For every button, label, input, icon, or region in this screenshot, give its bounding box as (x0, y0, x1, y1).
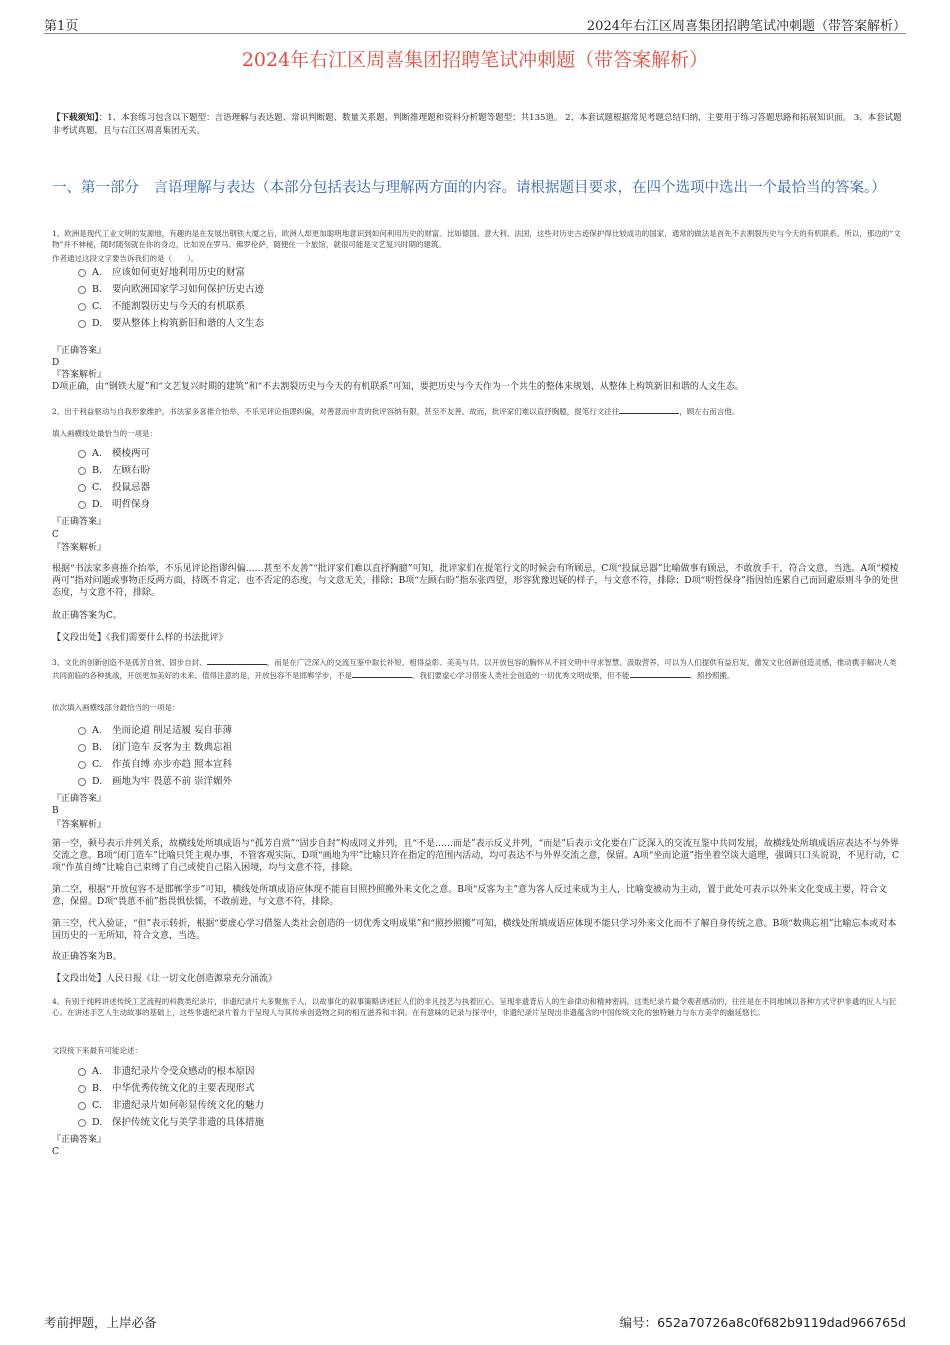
q2-option-b[interactable]: B. 左顾右盼 (78, 464, 150, 478)
q2-source: 【文段出处】《我们需要什么样的书法批评》 (52, 633, 228, 643)
q3-analysis-label: 『答案解析』 (52, 820, 107, 830)
radio-icon (78, 450, 86, 458)
q3-option-c[interactable]: C. 作茧自缚 亦步亦趋 照本宣科 (78, 758, 232, 772)
radio-icon (78, 1068, 86, 1076)
q3-answer-label: 『正确答案』 (52, 794, 107, 804)
q1-answer: D (52, 358, 60, 368)
q3-analysis-p1: 第一空，顿号表示并列关系，故横线处所填成语与“孤芳自赏”“固步自封”构成同义并列，且“不是……而是”表示反义并列，“而是”后表示文化要在广泛深入的交流互鉴中共同发展，故横线处所填成语应表达不与外界交流之意。B项“闭门造车”比喻只凭主观办事，不管客观实际，D项“画地为牢”比喻只许在指定的范围内活动，均可表达不与外界交流之意，保留。A项“坐而论道”指坐着空谈大道理，强调只口头说说，不见行动，C项“作茧自缚”比喻自己束缚了自己或使自己陷入困境，均与文意不符，排除。 (52, 839, 899, 873)
question-4-prompt: 文段接下来最有可能论述： (52, 1046, 142, 1055)
q1-option-d[interactable]: D. 要从整体上构筑新旧和谐的人文生态 (78, 317, 264, 331)
q3-answer: B (52, 806, 59, 816)
q2-option-d[interactable]: D. 明哲保身 (78, 498, 150, 512)
question-2-prompt: 填入画横线处最恰当的一项是： (52, 429, 157, 438)
radio-icon (78, 286, 86, 294)
answer-blank (630, 668, 690, 678)
radio-icon (78, 744, 86, 752)
question-1-stem: 1、欧洲是现代工业文明的发源地，有趣的是在发展出钢铁大厦之后，欧洲人却更加聪明地意识到如何利用历史的财富。比如德国、意大利、法国，这些对历史古迹保护得比较成功的国家，通常的做法是首先不去割裂历史与今天的有机联系。所以，那边的“文物”并不神秘，随时随刻就在你的身边，比如说在罗马、佛罗伦萨，随便住一个旅馆，就很可能是文艺复兴时期的建筑。 (52, 229, 901, 249)
q1-option-c[interactable]: C. 不能割裂历史与今天的有机联系 (78, 300, 245, 314)
q3-conclusion: 故正确答案为B。 (52, 952, 122, 962)
q1-analysis-label: 『答案解析』 (52, 370, 107, 380)
header-doc-title: 2024年右江区周喜集团招聘笔试冲刺题（带答案解析） (586, 19, 906, 34)
question-4-stem: 4、有别于纯粹讲述传统工艺流程的科教类纪录片，非遗纪录片大多聚焦于人，以故事化的叙事策略讲述匠人们的非凡技艺与执着匠心，呈现非遗背后人的生命律动和精神密码。这类纪录片最令观者感动的，往往是在不同地域以各种方式守护非遗的匠人与匠心。在讲述手艺人生动故事的基础上，这些非遗纪录片着力于呈现人与其传承创造物之间的相互滋养和丰润。在有意味的记录与探寻中，非遗纪录片呈现出非遗蕴含的中国传统文化的独特魅力与东方美学的幽延悠长。 (52, 997, 897, 1017)
q1-analysis: D项正确，由“钢铁大厦”和“文艺复兴时期的建筑”和“不去割裂历史与今天的有机联系”可知，要把历史与今天作为一个共生的整体来规划，从整体上构筑新旧和谐的人文生态。 (52, 382, 744, 392)
question-2-stem: 2、出于利益驱动与自我形象维护，书法家多喜推介抬举，不乐见评论指谬纠偏，对善意而中肯的批评容纳有限，甚至不友善。故而，批评家们难以直抒胸臆，提笔行文往往 ，顾左右而言他。 (52, 404, 902, 417)
section-heading: 一、第一部分 言语理解与表达（本部分包括表达与理解两方面的内容。请根据题目要求，在四个选项中选出一个最恰当的答案。） (52, 180, 886, 196)
q3-analysis-p2: 第二空，根据“开放包容不是邯郸学步”可知，横线处所填成语应体现不能盲目照抄照搬外来文化之意。B项“反客为主”意为客人反过来成为主人，比喻变被动为主动，置于此处可表示以外来文化变成主要，符合文意，保留。D项“畏葸不前”指畏惧怯懦，不敢前进，与文意不符，排除。 (52, 885, 888, 907)
q3-option-d[interactable]: D. 画地为牢 畏葸不前 崇洋媚外 (78, 775, 232, 789)
page-number: 第1页 (44, 19, 79, 34)
document-title: 2024年右江区周喜集团招聘笔试冲刺题（带答案解析） (241, 49, 709, 71)
q2-analysis-label: 『答案解析』 (52, 543, 107, 553)
q1-answer-label: 『正确答案』 (52, 346, 107, 356)
q2-conclusion: 故正确答案为C。 (52, 611, 122, 621)
radio-icon (78, 269, 86, 277)
q3-analysis-p3: 第三空，代入验证，“但”表示转折，根据“要虚心学习借鉴人类社会创造的一切优秀文明成果”和“照抄照搬”可知，横线处所填成语应体现不能只学习外来文化而不了解自身传统之意。B项“数典忘祖”比喻忘本或对本国历史的一无所知，符合文意，当选。 (52, 919, 897, 941)
radio-icon (78, 778, 86, 786)
radio-icon (78, 501, 86, 509)
q4-option-c[interactable]: C. 非遗纪录片如何彰显传统文化的魅力 (78, 1099, 264, 1113)
q2-answer: C (52, 530, 59, 540)
footer-serial: 编号：652a70726a8c0f682b9119dad966765d (619, 1315, 906, 1330)
radio-icon (78, 727, 86, 735)
q2-option-c[interactable]: C. 投鼠忌器 (78, 481, 150, 495)
q2-option-a[interactable]: A. 模棱两可 (78, 447, 150, 461)
q2-answer-label: 『正确答案』 (52, 517, 107, 527)
radio-icon (78, 303, 86, 311)
radio-icon (78, 320, 86, 328)
q4-answer-label: 『正确答案』 (52, 1135, 107, 1145)
q1-option-a[interactable]: A. 应该如何更好地利用历史的财富 (78, 266, 245, 280)
radio-icon (78, 1102, 86, 1110)
q4-option-a[interactable]: A. 非遗纪录片令受众感动的根本原因 (78, 1065, 255, 1079)
radio-icon (78, 761, 86, 769)
q4-option-d[interactable]: D. 保护传统文化与美学非遗的具体措施 (78, 1116, 264, 1130)
radio-icon (78, 484, 86, 492)
q4-option-b[interactable]: B. 中华优秀传统文化的主要表现形式 (78, 1082, 255, 1096)
answer-blank (352, 668, 412, 678)
radio-icon (78, 1119, 86, 1127)
question-3-stem: 3、文化的创新创造不是孤芳自赏、固步自封、 ，而是在广泛深入的交流互鉴中取长补短、相得益彰、美美与共。以开放包容的胸怀从不同文明中寻求智慧、汲取营养，可以为人们提供有益启发，激发文化创新创造灵感，推动携手解决人类共同面临的各种挑战，开创更加美好的未来。值得注意的是，开放包容不是邯郸学步，不是 。我们要虚心学习借鉴人类社会创造的一切优秀文明成果，但不能 、照抄照搬。 (52, 655, 902, 681)
q3-source: 【文段出处】人民日报《让一切文化创造源泉充分涌流》 (52, 974, 278, 984)
q3-option-a[interactable]: A. 坐而论道 削足适履 妄自菲薄 (78, 724, 232, 738)
q3-option-b[interactable]: B. 闭门造车 反客为主 数典忘祖 (78, 741, 232, 755)
radio-icon (78, 1085, 86, 1093)
footer-slogan: 考前押题，上岸必备 (44, 1315, 157, 1330)
question-1-prompt: 作者通过这段文字要告诉我们的是（ ）。 (52, 254, 199, 263)
radio-icon (78, 467, 86, 475)
page-header (44, 13, 906, 34)
q2-analysis: 根据“书法家多喜推介抬举，不乐见评论指谬纠偏……甚至不友善”“批评家们难以直抒胸臆”可知，批评家们在提笔行文的时候会有所顾忌，C项“投鼠忌器”比喻做事有顾忌，不敢放手干，符合文意，当选。A项“模棱两可”指对问题或事物正反两方面，持既不肯定、也不否定的态度，与文意无关，排除；B项“左顾右盼”指东张西望，形容犹豫迟疑的样子，与文意不符，排除；D项“明哲保身”指因怕连累自己而回避原则斗争的处世态度，与文意不符，排除。 (52, 564, 899, 598)
question-3-prompt: 依次填入画横线部分最恰当的一项是： (52, 703, 180, 712)
answer-blank (207, 655, 267, 665)
q1-option-b[interactable]: B. 要向欧洲国家学习如何保护历史古迹 (78, 283, 264, 297)
q4-answer: C (52, 1147, 59, 1157)
answer-blank (619, 404, 679, 414)
download-notice: 【下载须知】：1、本套练习包含以下题型：言语理解与表达题、常识判断题、数量关系题、判断推理题和资料分析题等题型；共135道。 2、本套试题根据常见考题总结归纳，主要用于练习答题思路和拓展知识面。 3、本套试题非考试真题，且与右江区周喜集团无关。 (52, 113, 902, 136)
